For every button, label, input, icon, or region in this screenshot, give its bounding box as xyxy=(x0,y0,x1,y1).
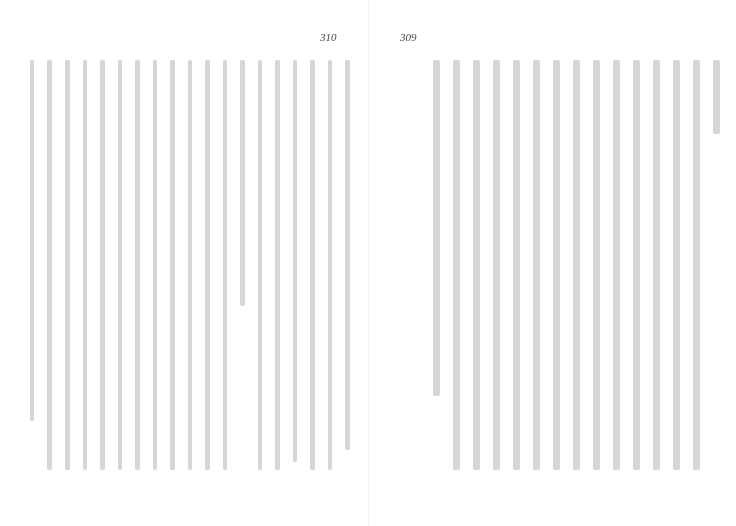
text-column-placeholder xyxy=(533,60,540,470)
text-column-placeholder xyxy=(433,60,440,396)
text-column-placeholder xyxy=(100,60,105,470)
text-column-placeholder xyxy=(653,60,660,470)
right-page-text-block xyxy=(400,60,720,480)
text-column-placeholder xyxy=(328,60,333,470)
left-page-text-block xyxy=(30,60,350,480)
text-column-placeholder xyxy=(30,60,35,421)
text-column-placeholder xyxy=(593,60,600,470)
text-column-placeholder xyxy=(47,60,52,470)
text-column-placeholder xyxy=(453,60,460,470)
text-column-placeholder xyxy=(713,60,720,134)
text-column-placeholder xyxy=(275,60,280,470)
text-column-placeholder xyxy=(693,60,700,470)
text-column-placeholder xyxy=(205,60,210,470)
text-column-placeholder xyxy=(293,60,298,462)
text-column-placeholder xyxy=(310,60,315,470)
text-column-placeholder xyxy=(613,60,620,470)
text-column-placeholder xyxy=(553,60,560,470)
text-column-placeholder xyxy=(83,60,88,470)
text-column-placeholder xyxy=(118,60,123,470)
text-column-placeholder xyxy=(473,60,480,470)
text-column-placeholder xyxy=(493,60,500,470)
text-column-placeholder xyxy=(673,60,680,470)
text-column-placeholder xyxy=(258,60,263,470)
text-column-placeholder xyxy=(188,60,193,470)
gutter xyxy=(368,0,369,526)
text-column-placeholder xyxy=(345,60,350,450)
text-column-placeholder xyxy=(65,60,70,470)
text-column-placeholder xyxy=(153,60,158,470)
text-column-placeholder xyxy=(513,60,520,470)
text-column-placeholder xyxy=(223,60,228,470)
text-column-placeholder xyxy=(135,60,140,470)
page-number-right: 309 xyxy=(400,32,417,44)
text-column-placeholder xyxy=(240,60,245,306)
page-number-left: 310 xyxy=(320,32,337,44)
text-column-placeholder xyxy=(170,60,175,470)
text-column-placeholder xyxy=(633,60,640,470)
text-column-placeholder xyxy=(573,60,580,470)
